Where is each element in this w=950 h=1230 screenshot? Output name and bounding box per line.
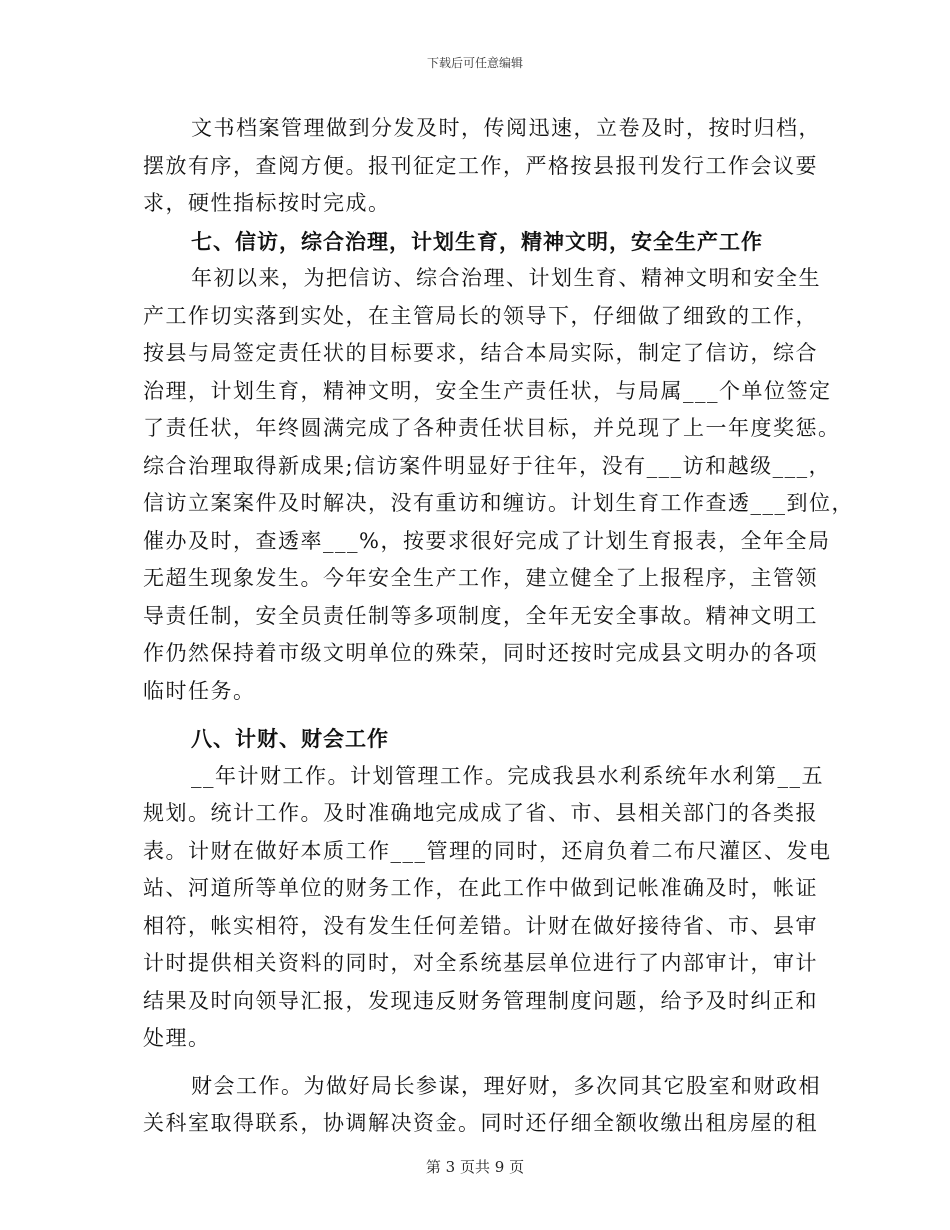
paragraph-line: 关科室取得联系，协调解决资金。同时还仔细全额收缴出租房屋的租 <box>143 1111 818 1135</box>
paragraph-line: 摆放有序，查阅方便。报刊征定工作，严格按县报刊发行工作会议要 <box>143 153 818 178</box>
paragraph-line: 按县与局签定责任状的目标要求，结合本局实际，制定了信访，综合 <box>143 341 818 365</box>
page-number-footer: 第 3 页共 9 页 <box>425 1158 525 1176</box>
paragraph-line: 计时提供相关资料的同时，对全系统基层单位进行了内部审计，审计 <box>143 951 818 975</box>
section-heading: 八、计财、财会工作 <box>191 726 389 751</box>
paragraph-line: 了责任状，年终圆满完成了各种责任状目标，并兑现了上一年度奖惩。 <box>143 416 841 440</box>
paragraph-line: 作仍然保持着市级文明单位的殊荣，同时还按时完成县文明办的各项 <box>143 641 818 665</box>
paragraph-line: 催办及时，查透率___%，按要求很好完成了计划生育报表，全年全局 <box>143 528 831 553</box>
paragraph-line: 无超生现象发生。今年安全生产工作，建立健全了上报程序，主管领 <box>143 566 818 590</box>
paragraph-line: 产工作切实落到实处，在主管局长的领导下，仔细做了细致的工作， <box>143 303 818 328</box>
paragraph-line: 结果及时向领导汇报，发现违反财务管理制度问题，给予及时纠正和 <box>143 988 818 1013</box>
paragraph-line: 年初以来，为把信访、综合治理、计划生育、精神文明和安全生 <box>191 266 821 290</box>
document-body <box>143 110 854 1143</box>
paragraph-line: 表。计财在做好本质工作___管理的同时，还肩负着二布尺灌区、发电 <box>143 838 832 863</box>
paragraph-line: 处理。 <box>143 1026 211 1050</box>
paragraph-line: 导责任制，安全员责任制等多项制度，全年无安全事故。精神文明工 <box>143 603 818 628</box>
page-header: 下载后可任意编辑 <box>426 56 523 70</box>
paragraph-line: 财会工作。为做好局长参谋，理好财，多次同其它股室和财政相 <box>191 1073 821 1098</box>
paragraph-line: 信访立案案件及时解决，没有重访和缠访。计划生育工作查透___到位， <box>143 491 854 515</box>
paragraph-line: 临时任务。 <box>143 678 256 703</box>
paragraph-line: 站、河道所等单位的财务工作，在此工作中做到记帐准确及时，帐证 <box>143 876 818 900</box>
paragraph-line: 文书档案管理做到分发及时，传阅迅速，立卷及时，按时归档， <box>191 116 821 140</box>
paragraph-line: 规划。统计工作。及时准确地完成成了省、市、县相关部门的各类报 <box>143 801 818 825</box>
paragraph-line: 求，硬性指标按时完成。 <box>143 191 391 215</box>
paragraph-line: 治理，计划生育，精神文明，安全生产责任状，与局属___个单位签定 <box>143 378 832 403</box>
paragraph-line: __年计财工作。计划管理工作。完成我县水利系统年水利第__五 <box>191 763 824 788</box>
paragraph-line: 相符，帐实相符，没有发生任何差错。计财在做好接待省、市、县审 <box>143 913 818 938</box>
section-heading: 七、信访，综合治理，计划生育，精神文明，安全生产工作 <box>191 228 763 254</box>
paragraph-line: 综合治理取得新成果;信访案件明显好于往年，没有___访和越级___， <box>143 453 832 478</box>
